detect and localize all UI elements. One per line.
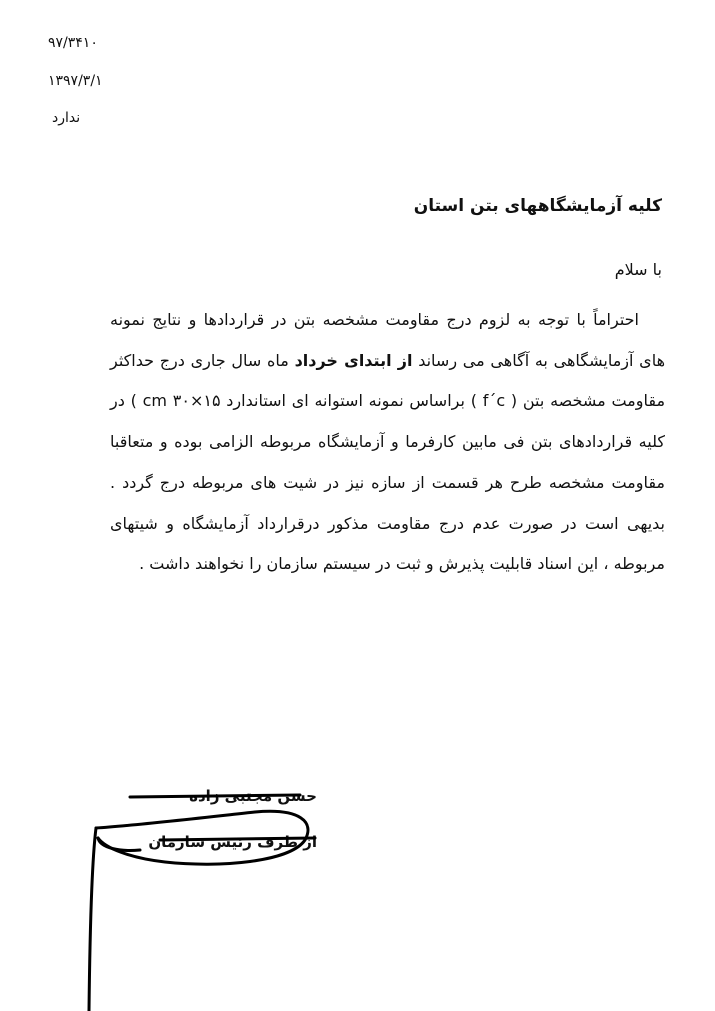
greeting: با سلام — [614, 260, 662, 279]
body-part-2: ماه سال جاری درج حداکثر مقاومت مشخصه بتن ( f´c ) براساس نمونه استوانه ای استاندارد ۱۵×۳۰ cm ) در کلیه قراردادهای بتن فی مابین کارفرما و آزمایشگاه مربوطه الزامی بوده و متعاقبا مقاومت مشخصه طرح هر قسمت از سازه نیز در شیت های مربوطه درج گردد . بدیهی است در صورت عدم درج مقاومت مذکور درقرارداد آزمایشگاه و شیتهای مربوطه ، این اسناد قابلیت پذیرش و ثبت در سیستم سازمان را نخواهند داشت . — [110, 350, 666, 574]
body-part-1: احتراماً با توجه به لزوم درج مقاومت مشخصه بتن در قراردادها و نتایج نمونه های آزمایشگاهی به آگاهی می رساند — [110, 310, 666, 370]
signer-title: از طرف رئیس سازمان — [148, 833, 317, 851]
letter-number: ۹۷/۳۴۱۰ — [48, 35, 98, 51]
letter-body — [110, 300, 665, 585]
body-emphasis: از ابتدای خرداد — [294, 350, 413, 370]
recipient-heading: کلیه آزمایشگاههای بتن استان — [413, 196, 662, 216]
letter-date: ۱۳۹۷/۳/۱ — [48, 73, 103, 89]
signer-name: حسن مجتبی زاده — [189, 787, 317, 805]
letter-attachment: ندارد — [52, 110, 81, 126]
